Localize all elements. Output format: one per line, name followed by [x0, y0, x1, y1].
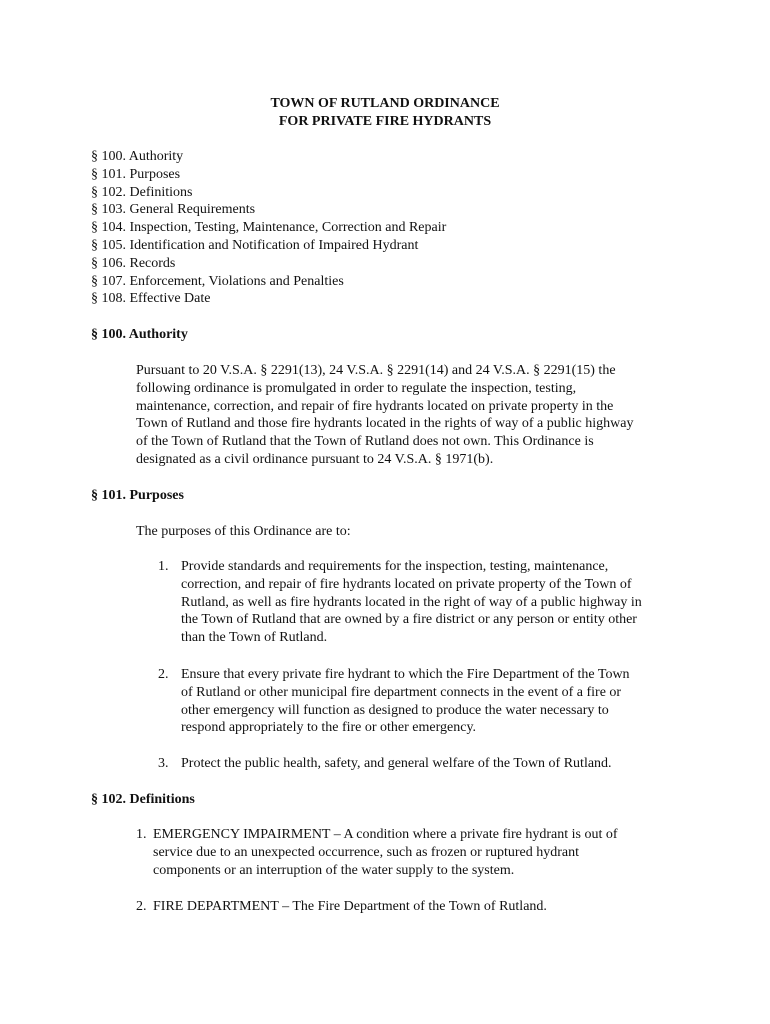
toc-item: § 103. General Requirements [91, 202, 256, 218]
toc-item: § 104. Inspection, Testing, Maintenance, Correction and Repair [91, 220, 447, 236]
section-101-heading: § 101. Purposes [91, 488, 184, 503]
list-number: 1. [136, 827, 147, 842]
list-item-line: EMERGENCY IMPAIRMENT – A condition where a private fire hydrant is out of [153, 827, 618, 842]
toc-item: § 101. Purposes [91, 166, 181, 182]
list-number: 1. [158, 559, 169, 574]
list-item-line: Ensure that every private fire hydrant to which the Fire Department of the Town [181, 667, 630, 682]
document-title-line-1: TOWN OF RUTLAND ORDINANCE [270, 96, 500, 111]
toc-item: § 105. Identification and Notification of Impaired Hydrant [91, 237, 419, 253]
section-101-intro: The purposes of this Ordinance are to: [136, 524, 351, 539]
purpose-item-1 [158, 558, 678, 647]
list-item-line: FIRE DEPARTMENT – The Fire Department of the Town of Rutland. [153, 899, 547, 914]
section-102-heading: § 102. Definitions [91, 792, 195, 807]
document-title-line-2: FOR PRIVATE FIRE HYDRANTS [278, 114, 492, 129]
list-number: 2. [136, 899, 147, 914]
paragraph-line: of the Town of Rutland that the Town of Rutland does not own. This Ordinance is [136, 434, 594, 450]
list-item-line: respond appropriately to the fire or other emergency. [181, 720, 477, 736]
list-number: 3. [158, 756, 169, 771]
purpose-item-2 [158, 666, 678, 737]
toc-item: § 106. Records [91, 255, 176, 271]
definition-item-1 [136, 826, 656, 879]
section-100-paragraph [136, 362, 666, 469]
paragraph-line: maintenance, correction, and repair of fire hydrants located on private property in the [136, 398, 614, 414]
list-item-line: than the Town of Rutland. [181, 630, 328, 646]
purpose-item-3 [158, 755, 678, 773]
list-item-line: Rutland, as well as fire hydrants located in the right of way of a public highway in [181, 594, 642, 610]
list-item-line: other emergency will function as designed to produce the water necessary to [181, 702, 609, 718]
list-item-line: correction, and repair of fire hydrants located on private property of the Town of [181, 576, 632, 592]
paragraph-line: designated as a civil ordinance pursuant to 24 V.S.A. § 1971(b). [136, 451, 494, 467]
list-item-line: components or an interruption of the water supply to the system. [153, 862, 515, 878]
section-100-heading: § 100. Authority [91, 327, 188, 342]
table-of-contents [91, 148, 691, 308]
toc-item: § 108. Effective Date [91, 291, 211, 307]
list-item-line: of Rutland or other municipal fire department connects in the event of a fire or [181, 684, 622, 700]
list-item-line: service due to an unexpected occurrence, such as frozen or ruptured hydrant [153, 844, 580, 860]
list-item-line: the Town of Rutland that are owned by a fire district or any person or entity other [181, 612, 637, 628]
toc-item: § 107. Enforcement, Violations and Penalties [91, 273, 344, 289]
paragraph-line: Pursuant to 20 V.S.A. § 2291(13), 24 V.S.A. § 2291(14) and 24 V.S.A. § 2291(15) the [136, 363, 616, 378]
list-item-line: Protect the public health, safety, and general welfare of the Town of Rutland. [181, 756, 612, 771]
list-number: 2. [158, 667, 169, 682]
toc-item: § 100. Authority [91, 149, 184, 164]
paragraph-line: Town of Rutland and those fire hydrants located in the rights of way of a public highway [136, 416, 634, 432]
definition-item-2 [136, 898, 656, 916]
paragraph-line: following ordinance is promulgated in order to regulate the inspection, testing, [136, 380, 577, 396]
toc-item: § 102. Definitions [91, 184, 193, 200]
list-item-line: Provide standards and requirements for the inspection, testing, maintenance, [181, 559, 609, 574]
